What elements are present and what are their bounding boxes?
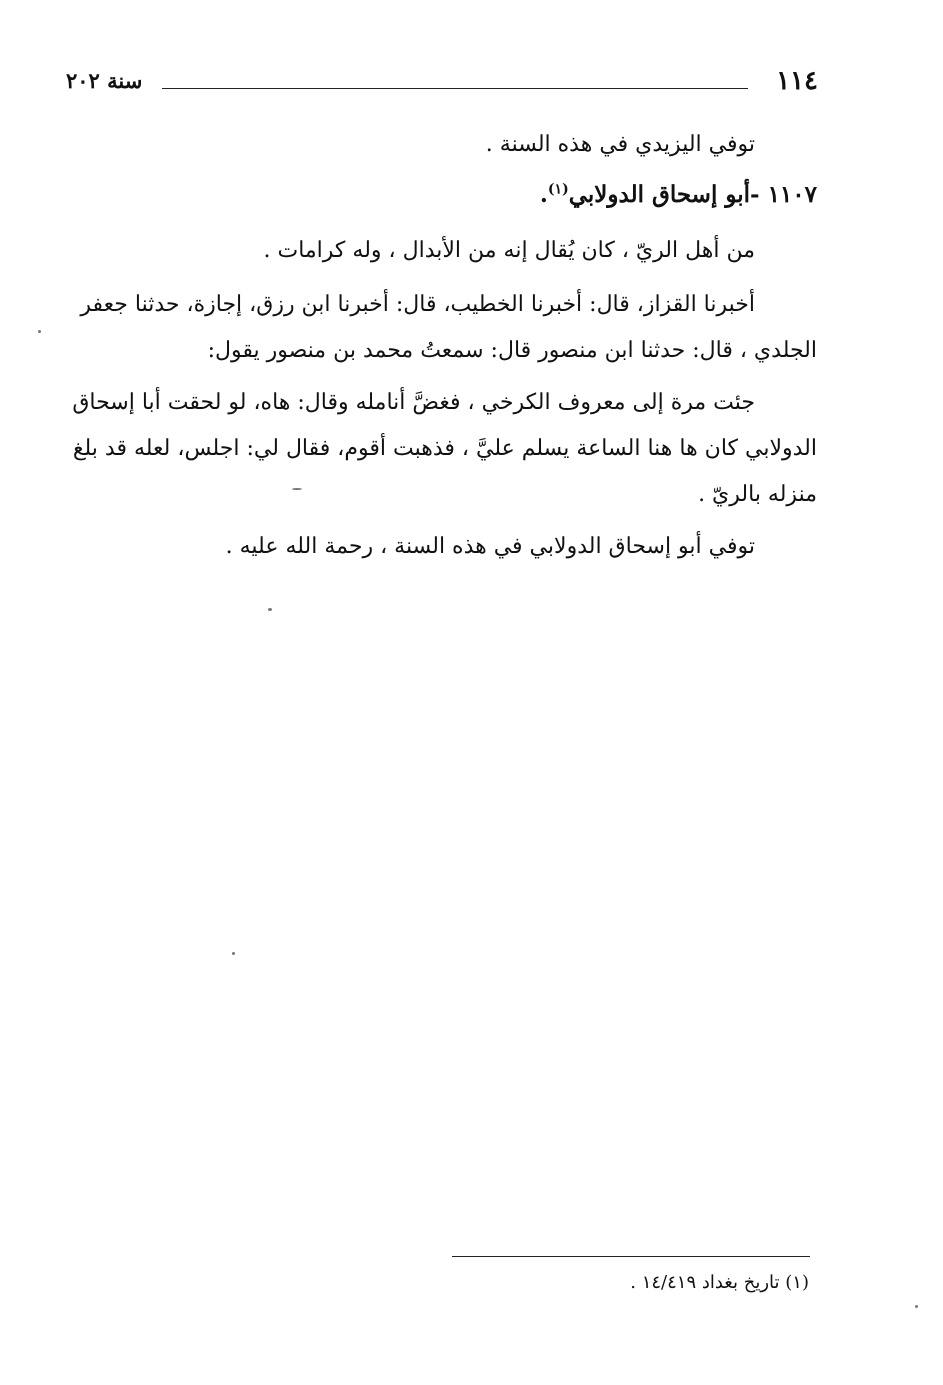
scan-speck (232, 952, 235, 955)
footnote-reference: (١) (547, 181, 569, 198)
entry-title-period: . (539, 181, 548, 208)
page-header (66, 66, 818, 106)
header-rule (162, 88, 748, 89)
scan-speck (268, 608, 272, 611)
paragraph-anecdote-line-1: جئت مرة إلى معروف الكرخي ، فغضَّ أنامله وقال: هاه، لو لحقت أبا إسحاق (72, 390, 755, 415)
paragraph-isnad-line-2: الجلدي ، قال: حدثنا ابن منصور قال: سمعتُ محمد بن منصور يقول: (207, 338, 817, 363)
paragraph-death-yazidi: توفي اليزيدي في هذه السنة . (485, 132, 755, 157)
scan-speck (915, 1305, 918, 1308)
paragraph-isnad-line-1: أخبرنا القزاز، قال: أخبرنا الخطيب، قال: أخبرنا ابن رزق، إجازة، حدثنا جعفر (80, 292, 755, 317)
scan-speck (292, 488, 302, 490)
running-title: سنة ٢٠٢ (66, 68, 143, 93)
paragraph-death-dulabi: توفي أبو إسحاق الدولابي في هذه السنة ، رحمة الله عليه . (225, 534, 755, 559)
page-number: ١١٤ (776, 66, 818, 96)
paragraph-origin: من أهل الريّ ، كان يُقال إنه من الأبدال ، وله كرامات . (263, 238, 755, 263)
paragraph-anecdote-line-2: الدولابي كان ها هنا الساعة يسلم عليَّ ، فذهبت أقوم، فقال لي: اجلس، لعله قد بلغ (72, 436, 817, 461)
entry-heading (540, 172, 817, 218)
footnote-rule (452, 1256, 810, 1257)
entry-title: ١١٠٧ -أبو إسحاق الدولابي (568, 181, 817, 208)
paragraph-anecdote-line-3: منزله بالريّ . (698, 482, 817, 507)
footnote: (١) تاريخ بغداد ١٤/٤١٩ . (630, 1272, 809, 1293)
scan-speck (38, 330, 41, 333)
